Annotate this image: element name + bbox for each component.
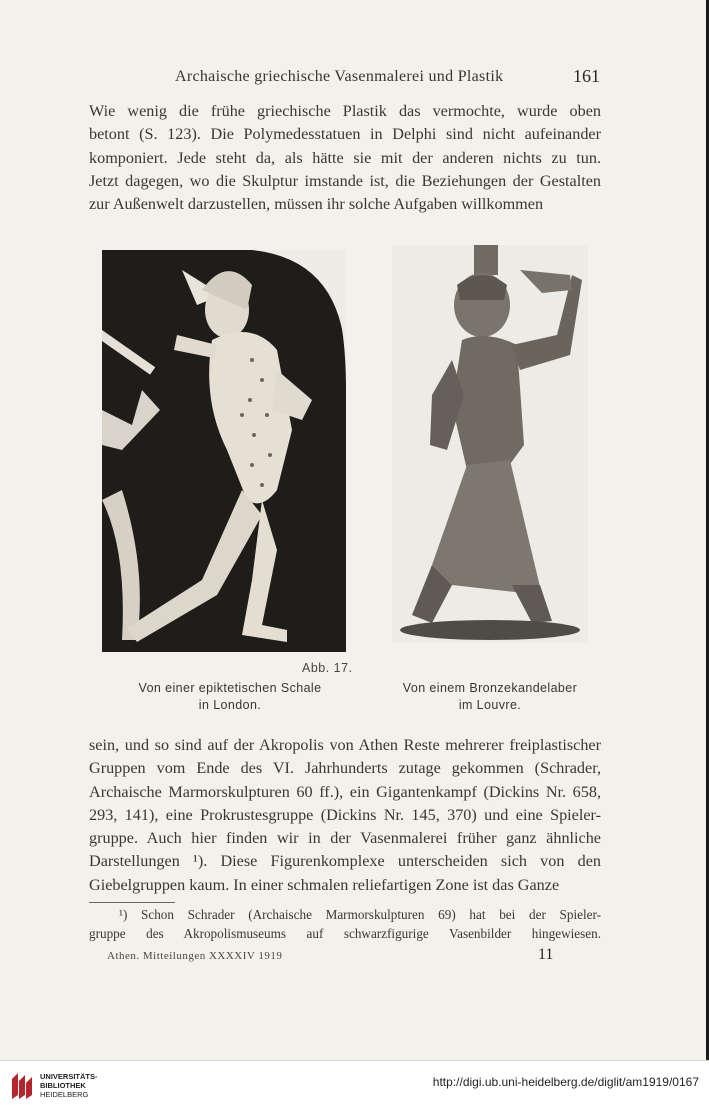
text-line: Gruppen vom Ende des VI. Jahrhunderts zutage gekommen (Schrader, bbox=[89, 759, 601, 778]
library-name-line: UNIVERSITÄTS- bbox=[40, 1072, 98, 1081]
text-line: 293, 141), eine Prokrustesgruppe (Dickins Nr. 145, 370) und eine Spieler- bbox=[89, 805, 601, 824]
footnote-line: gruppe des Akropolismuseums auf schwarzfigurige Vasenbilder hingewiesen. bbox=[89, 925, 601, 941]
page-number: 161 bbox=[573, 66, 600, 86]
footnote-rule bbox=[89, 902, 175, 903]
text-line: Darstellungen ¹). Diese Figurenkomplexe unterscheiden sich von den bbox=[89, 852, 601, 871]
caption-line: im Louvre. bbox=[458, 698, 522, 712]
library-name bbox=[40, 1073, 98, 1099]
library-name-line: BIBLIOTHEK bbox=[40, 1080, 86, 1090]
vase-painting-illustration bbox=[102, 250, 346, 652]
figure-caption-left bbox=[110, 680, 350, 714]
text-line: Giebelgruppen kaum. In einer schmalen reliefartigen Zone ist das Ganze bbox=[89, 875, 560, 894]
figure-caption-right bbox=[370, 680, 610, 714]
permalink-url[interactable]: http://digi.ub.uni-heidelberg.de/diglit/am1919/0167 bbox=[432, 1075, 699, 1089]
text-line: Archaische Marmorskulpturen 60 ff.), ein Gigantenkampf (Dickins Nr. 658, bbox=[89, 782, 601, 801]
viewer-footer bbox=[0, 1060, 709, 1112]
caption-line: in London. bbox=[198, 698, 262, 712]
paragraph-bottom bbox=[89, 734, 601, 897]
text-line: zur Außenwelt darzustellen, müssen ihr solche Aufgaben willkommen bbox=[89, 195, 544, 214]
library-logo-icon[interactable] bbox=[8, 1069, 36, 1105]
text-line: komponiert. Jede steht da, als hätte sie mit der anderen nichts zu tun. bbox=[89, 148, 601, 167]
text-line: betont (S. 123). Die Polymedesstatuen in Delphi sind nicht aufeinander bbox=[89, 125, 601, 144]
footnote-line: ¹) Schon Schrader (Archaische Marmorskulpturen 69) hat bei der Spieler- bbox=[119, 907, 601, 922]
bronze-statuette-illustration bbox=[392, 245, 588, 643]
sheet-number: 11 bbox=[538, 946, 554, 963]
running-head bbox=[90, 68, 600, 92]
text-line: Wie wenig die frühe griechische Plastik das vermochte, wurde oben bbox=[89, 102, 601, 120]
footnote bbox=[89, 906, 601, 943]
text-line: Jetzt dagegen, wo die Skulptur imstande ist, die Beziehungen der Gestalten bbox=[89, 171, 601, 190]
caption-line: Von einem Bronzekandelaber bbox=[402, 681, 578, 695]
vase-painting-image bbox=[102, 250, 346, 652]
figure-number: Abb. 17. bbox=[302, 661, 353, 675]
bronze-statuette-image bbox=[392, 245, 588, 643]
text-line: gruppe. Auch hier finden wir in der Vasenmalerei früher ganz ähnliche bbox=[89, 829, 601, 848]
running-title: Archaische griechische Vasenmalerei und Plastik bbox=[175, 68, 504, 85]
caption-line: Von einer epiktetischen Schale bbox=[138, 681, 322, 695]
text-line: sein, und so sind auf der Akropolis von Athen Reste mehrerer freiplastischer bbox=[89, 736, 601, 754]
signature-line: Athen. Mitteilungen XXXXIV 1919 bbox=[107, 950, 283, 962]
paragraph-top bbox=[89, 100, 601, 216]
library-name-line: HEIDELBERG bbox=[40, 1089, 89, 1099]
